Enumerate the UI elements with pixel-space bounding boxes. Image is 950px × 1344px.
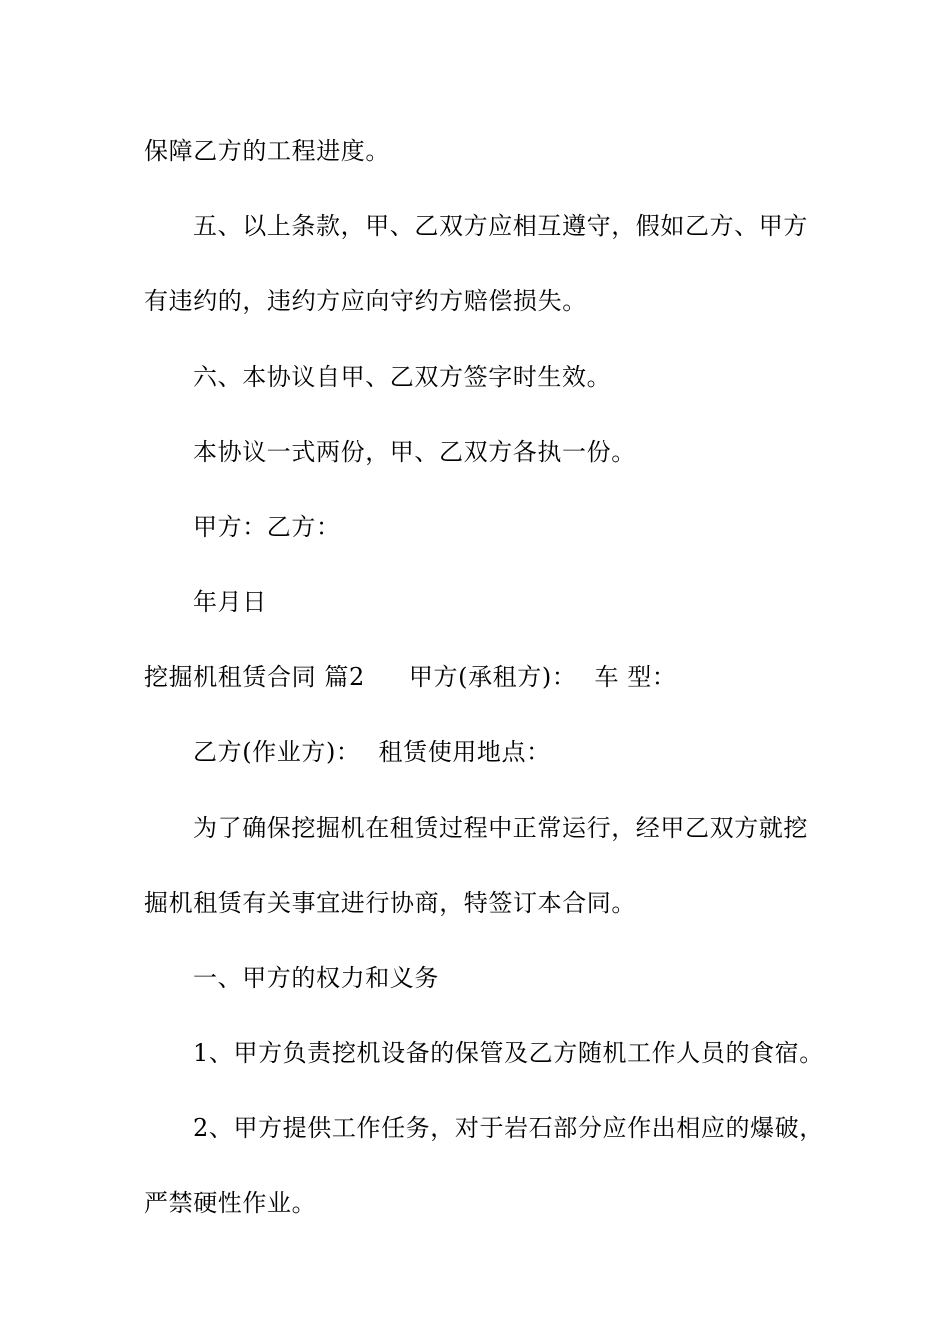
signature-line: 甲方：乙方：	[193, 513, 341, 541]
location-label: 租赁使用地点：	[378, 738, 551, 766]
date-line: 年月日	[193, 588, 267, 616]
text-line: 为了确保挖掘机在租赁过程中正常运行，经甲乙双方就挖	[193, 814, 808, 842]
text-line: 掘机租赁有关事宜进行协商，特签订本合同。	[144, 889, 636, 917]
party-a-label: 甲方(承租方)：	[408, 663, 577, 691]
text-line: 五、以上条款，甲、乙双方应相互遵守，假如乙方、甲方	[193, 212, 808, 240]
clause-item: 1、甲方负责挖机设备的保管及乙方随机工作人员的食宿。	[193, 1039, 824, 1067]
text-line: 严禁硬性作业。	[144, 1189, 317, 1217]
party-b-label: 乙方(作业方)：	[193, 738, 361, 766]
contract-title: 挖掘机租赁合同 篇2	[144, 663, 365, 691]
clause-item: 2、甲方提供工作任务，对于岩石部分应作出相应的爆破，	[193, 1114, 824, 1142]
text-line: 本协议一式两份，甲、乙双方各执一份。	[193, 438, 636, 466]
party-b-line	[193, 737, 551, 767]
contract-heading-line	[144, 662, 676, 692]
text-line: 六、本协议自甲、乙双方签字时生效。	[193, 363, 612, 391]
vehicle-type-label: 车 型：	[594, 663, 677, 691]
section-heading: 一、甲方的权力和义务	[193, 964, 439, 992]
text-line: 有违约的，违约方应向守约方赔偿损失。	[144, 287, 587, 315]
text-line: 保障乙方的工程进度。	[144, 137, 390, 165]
